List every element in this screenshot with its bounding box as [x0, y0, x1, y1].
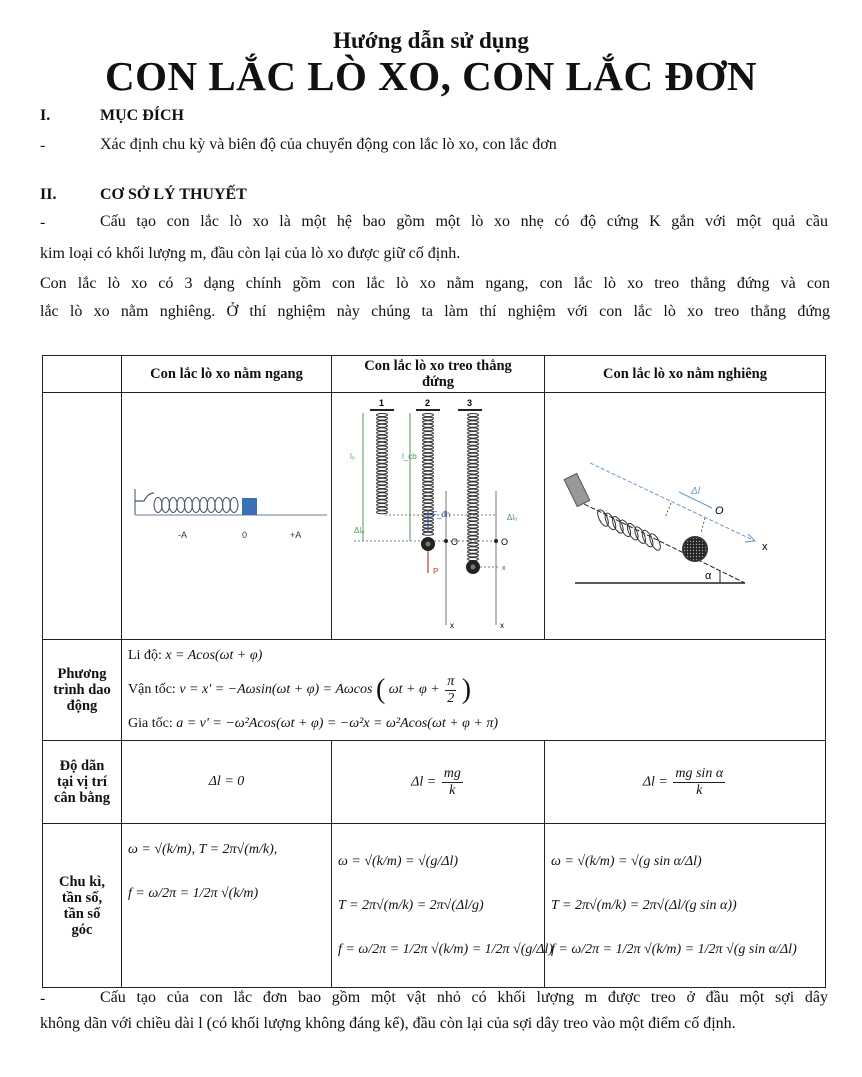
section-2-number: II.: [40, 186, 57, 203]
section-2-title: CƠ SỞ LÝ THUYẾT: [100, 186, 247, 203]
spring-coil: [377, 414, 388, 417]
stretch-inclined-frac: [673, 766, 725, 799]
spring-coil: [468, 468, 479, 471]
spring-coil: [377, 446, 388, 449]
spring-coil: [468, 522, 479, 525]
spring-coil: [468, 442, 479, 445]
section-2-para1-line2: kim loại có khối lượng m, đầu còn lại của lò xo được giữ cố định.: [40, 245, 461, 262]
header-inclined: Con lắc lò xo nằm nghiêng: [545, 356, 826, 393]
spring-coil: [377, 435, 388, 438]
spring-coil: [468, 550, 479, 553]
table-row-equations: [43, 640, 826, 741]
figure-inclined-cell: [545, 393, 826, 640]
spring-coil: [468, 493, 479, 496]
paren-close: ): [461, 674, 472, 705]
spring-coil: [468, 554, 479, 557]
spring-coil: [468, 417, 479, 420]
velocity-prefix: Vận tốc:: [128, 682, 180, 698]
spring-coil: [377, 507, 388, 510]
spring-coil: [192, 498, 200, 513]
spring-coil: [423, 471, 434, 474]
vertical-omega: ω = √(k/m) = √(g/Δl): [338, 853, 459, 869]
spring-coil: [468, 475, 479, 478]
spring-coil: [423, 439, 434, 442]
bullet-dash: -: [40, 137, 46, 154]
spring-coil: [423, 482, 434, 485]
row-label-period: [43, 824, 122, 988]
document-title: CON LẮC LÒ XO, CON LẮC ĐƠN: [105, 53, 757, 99]
axis-x-arrowhead: [745, 534, 755, 542]
horizontal-frequency: f = ω/2π = 1/2π √(k/m): [128, 886, 259, 902]
frac-num: mg sin α: [675, 765, 724, 781]
label-delta-l0-left: Δl₀: [354, 526, 365, 535]
spring-pendulum-table: [42, 355, 826, 988]
spring-coil: [154, 498, 162, 513]
spring-coil: [377, 511, 388, 514]
spring-coil: [423, 468, 434, 471]
label-o: O: [715, 505, 724, 517]
spring-coil: [468, 421, 479, 424]
header-vertical: [332, 356, 545, 393]
velocity-formula-b: ωt + φ +: [388, 682, 444, 698]
inclined-mass-hatch: [684, 538, 706, 560]
spring-coil: [184, 498, 192, 513]
label-spring-3: 3: [467, 398, 473, 408]
spring-coil: [468, 457, 479, 460]
spring-coil: [423, 489, 434, 492]
footer-line1: Cấu tạo của con lắc đơn bao gồm một vật nhỏ có khối lượng m được treo ở đầu một sợi dây: [100, 989, 828, 1006]
spring-coil: [169, 498, 177, 513]
horizontal-omega-T: ω = √(k/m), T = 2π√(m/k),: [128, 842, 278, 858]
spring-coil: [377, 478, 388, 481]
header-vertical-label: Con lắc lò xo treo thẳng đứng: [364, 358, 512, 390]
spring-coil: [207, 498, 215, 513]
spring-coil: [468, 518, 479, 521]
spring-coil: [468, 424, 479, 427]
label-f-dh: F_đh: [432, 510, 451, 519]
dashed-natural: [665, 503, 671, 518]
table-row-stretch: [43, 741, 826, 824]
label-delta-l0-right: Δl₀: [507, 513, 518, 522]
spring-coil: [377, 496, 388, 499]
spring-hook: [135, 493, 154, 501]
table-header-row: [43, 356, 826, 393]
spring-coil: [215, 498, 223, 513]
spring-coil: [468, 500, 479, 503]
spring-coil: [230, 498, 238, 513]
spring-coil: [222, 498, 230, 513]
spring-coil: [377, 450, 388, 453]
spring-coil: [377, 464, 388, 467]
spring-coil: [423, 414, 434, 417]
label-plus-a: +A: [290, 530, 302, 540]
spring-coils: [154, 498, 238, 513]
spring-coil: [377, 493, 388, 496]
spring-coil: [468, 428, 479, 431]
acceleration-equation: [122, 708, 825, 740]
spring-coil: [377, 468, 388, 471]
label-spring-1: 1: [379, 398, 385, 408]
spring-coil: [468, 482, 479, 485]
footer-rest: không dãn với chiều dài l (có khối lượng không đáng kể), đầu còn lại của sợi dây treo vào một điểm cố định.: [40, 1015, 736, 1032]
spring-coil: [377, 453, 388, 456]
frac-num: π: [447, 673, 455, 689]
origin-dot-1: [444, 539, 448, 543]
label-minus-a: -A: [178, 530, 187, 540]
wall-block: [564, 473, 590, 506]
spring-coil: [468, 536, 479, 539]
spring-coil: [647, 532, 662, 552]
label-delta-l: Δl: [691, 486, 700, 497]
spring-coil: [423, 450, 434, 453]
spring-coil: [377, 428, 388, 431]
spring-coil: [468, 540, 479, 543]
spring-coil: [423, 478, 434, 481]
spring-coil: [468, 507, 479, 510]
spring-coil: [377, 500, 388, 503]
spring-coil: [423, 493, 434, 496]
spring-coil: [468, 435, 479, 438]
section-2-para2-line2: lắc lò xo nằm nghiêng. Ở thí nghiệm này chúng ta làm thí nghiệm với con lắc lò xo treo thẳng đứng: [40, 303, 830, 320]
spring-coil: [423, 486, 434, 489]
spring-coil: [377, 424, 388, 427]
mass-3-center: [471, 565, 476, 570]
spring-coil: [468, 489, 479, 492]
row-label-equation: [43, 640, 122, 741]
label-lcb: l_cb: [402, 452, 417, 461]
spring-coil: [377, 482, 388, 485]
spring-coil: [423, 421, 434, 424]
table-row-period: [43, 824, 826, 988]
header-empty: [43, 356, 122, 393]
stretch-vertical-lhs: Δl =: [411, 774, 440, 790]
figure-vertical-cell: [332, 393, 545, 640]
acceleration-formula: a = v' = −ω²Acos(ωt + φ) = −ω²x = ω²Acos(ωt + φ + π): [176, 716, 499, 732]
stretch-vertical-frac: [442, 766, 463, 799]
spring-coil: [423, 453, 434, 456]
spring-coil: [377, 417, 388, 420]
label-l0: l₀: [350, 452, 356, 461]
header-horizontal: Con lắc lò xo nằm ngang: [122, 356, 332, 393]
incline-spring-coils: [595, 508, 662, 552]
origin-dot-2: [494, 539, 498, 543]
spring-coil: [377, 457, 388, 460]
spring-coil: [468, 460, 479, 463]
displacement-formula: x = Acos(ωt + φ): [165, 648, 263, 663]
equation-cell: [122, 640, 826, 741]
spring-coil: [468, 446, 479, 449]
spring-coil: [468, 432, 479, 435]
spring-3-coils: [468, 414, 479, 561]
row-label-stretch: [43, 741, 122, 824]
spring-coil: [423, 428, 434, 431]
section-2-para1-line1: Cấu tạo con lắc lò xo là một hệ bao gồm một lò xo nhẹ có độ cứng K gắn với một quả cầu: [100, 213, 828, 230]
spring-coil: [423, 417, 434, 420]
displacement-prefix: Li độ:: [128, 648, 166, 663]
spring-coil: [377, 489, 388, 492]
label-o-2: O: [501, 537, 509, 547]
vertical-frequency: f = ω/2π = 1/2π √(k/m) = 1/2π √(g/Δl): [338, 941, 554, 957]
spring-coil: [377, 460, 388, 463]
label-axis-x: x: [762, 541, 768, 553]
spring-coil: [423, 500, 434, 503]
label-axis-x-1: x: [450, 621, 454, 630]
spring-coil: [377, 475, 388, 478]
section-1-number: I.: [40, 107, 51, 124]
spring-coil: [468, 532, 479, 535]
spring-coil: [468, 450, 479, 453]
label-spring-2: 2: [425, 398, 431, 408]
horizontal-spring-diagram: [122, 393, 332, 634]
section-1-title: MỤC ĐÍCH: [100, 107, 184, 124]
row-label-period-text: Chu kì, tần số, tần số góc: [59, 873, 105, 938]
spring-coil: [423, 424, 434, 427]
vertical-spring-diagram: [332, 393, 545, 634]
figure-horizontal-cell: [122, 393, 332, 640]
period-horizontal: [122, 824, 332, 988]
spring-coil: [423, 435, 434, 438]
spring-coil: [468, 547, 479, 550]
spring-coil: [423, 442, 434, 445]
frac-den: 2: [447, 690, 455, 706]
spring-coil: [162, 498, 170, 513]
displacement-equation: [122, 640, 825, 672]
block-mass: [242, 498, 257, 515]
stretch-horizontal: Δl = 0: [122, 741, 332, 824]
dashed-equilibrium: [701, 518, 705, 533]
frac-den: k: [696, 782, 703, 798]
spring-coil: [468, 464, 479, 467]
figure-label-empty: [43, 393, 122, 640]
spring-coil: [377, 486, 388, 489]
bullet-dash: -: [40, 990, 46, 1007]
velocity-formula-a: v = x' = −Aωsin(ωt + φ) = Aωcos: [179, 682, 373, 698]
spring-coil: [468, 529, 479, 532]
spring-coil: [377, 442, 388, 445]
frac-den: k: [449, 782, 456, 798]
spring-coil: [177, 498, 185, 513]
period-vertical: [332, 824, 554, 988]
inclined-frequency: f = ω/2π = 1/2π √(k/m) = 1/2π √(g sin α/Δl): [551, 941, 797, 957]
label-o-1: O: [451, 537, 459, 547]
stretch-inclined-lhs: Δl =: [642, 774, 672, 790]
spring-coil: [377, 504, 388, 507]
spring-coil: [423, 432, 434, 435]
label-x-small: x: [502, 565, 506, 572]
section-2-para2-line1: Con lắc lò xo có 3 dạng chính gồm con lắc lò xo nằm ngang, con lắc lò xo treo thẳng đứng và con: [40, 275, 830, 292]
spring-coil: [377, 421, 388, 424]
vertical-period: T = 2π√(m/k) = 2π√(Δl/g): [338, 897, 484, 913]
spring-coil: [377, 439, 388, 442]
spring-coil: [423, 460, 434, 463]
acceleration-prefix: Gia tốc:: [128, 716, 177, 732]
spring-coil: [468, 511, 479, 514]
spring-coil: [468, 439, 479, 442]
spring-coil: [423, 475, 434, 478]
period-inclined: [545, 824, 826, 988]
spring-1-coils: [377, 414, 388, 514]
inclined-omega: ω = √(k/m) = √(g sin α/Δl): [551, 853, 702, 869]
spring-coil: [468, 414, 479, 417]
label-p: P: [433, 567, 439, 576]
horizontal-omega: ω = √(k/m): [128, 842, 192, 858]
spring-coil: [468, 525, 479, 528]
inclined-spring-diagram: [545, 393, 826, 634]
spring-coil: [468, 453, 479, 456]
paren-open: (: [375, 674, 386, 705]
label-zero: 0: [242, 530, 248, 540]
spring-coil: [468, 504, 479, 507]
spring-coil: [423, 464, 434, 467]
spring-coil: [423, 504, 434, 507]
table-row-figures: [43, 393, 826, 640]
spring-coil: [468, 486, 479, 489]
velocity-equation: [122, 672, 825, 708]
spring-coil: [468, 471, 479, 474]
spring-coil: [377, 471, 388, 474]
row-label-stretch-text: Độ dãn tại vị trí cân bằng: [53, 758, 110, 807]
row-label-equation-text: Phương trình dao động: [53, 666, 111, 715]
horizontal-period: T = 2π√(m/k): [198, 842, 274, 858]
spring-coil: [423, 446, 434, 449]
spring-coil: [468, 543, 479, 546]
stretch-vertical: [332, 741, 545, 824]
spring-coil: [377, 432, 388, 435]
label-axis-x-2: x: [500, 621, 504, 630]
pi-over-2: [445, 674, 456, 707]
bullet-dash: -: [40, 214, 46, 231]
section-1-text: Xác định chu kỳ và biên độ của chuyển động con lắc lò xo, con lắc đơn: [100, 136, 557, 153]
spring-coil: [423, 496, 434, 499]
document-subtitle: Hướng dẫn sử dụng: [333, 28, 529, 53]
mass-2-center: [426, 542, 431, 547]
spring-coil: [200, 498, 208, 513]
inclined-period: T = 2π√(m/k) = 2π√(Δl/(g sin α)): [551, 897, 737, 913]
spring-coil: [423, 457, 434, 460]
spring-coil: [468, 496, 479, 499]
label-alpha: α: [705, 570, 712, 582]
spring-coil: [468, 478, 479, 481]
stretch-inclined: [545, 741, 826, 824]
frac-num: mg: [443, 765, 461, 781]
